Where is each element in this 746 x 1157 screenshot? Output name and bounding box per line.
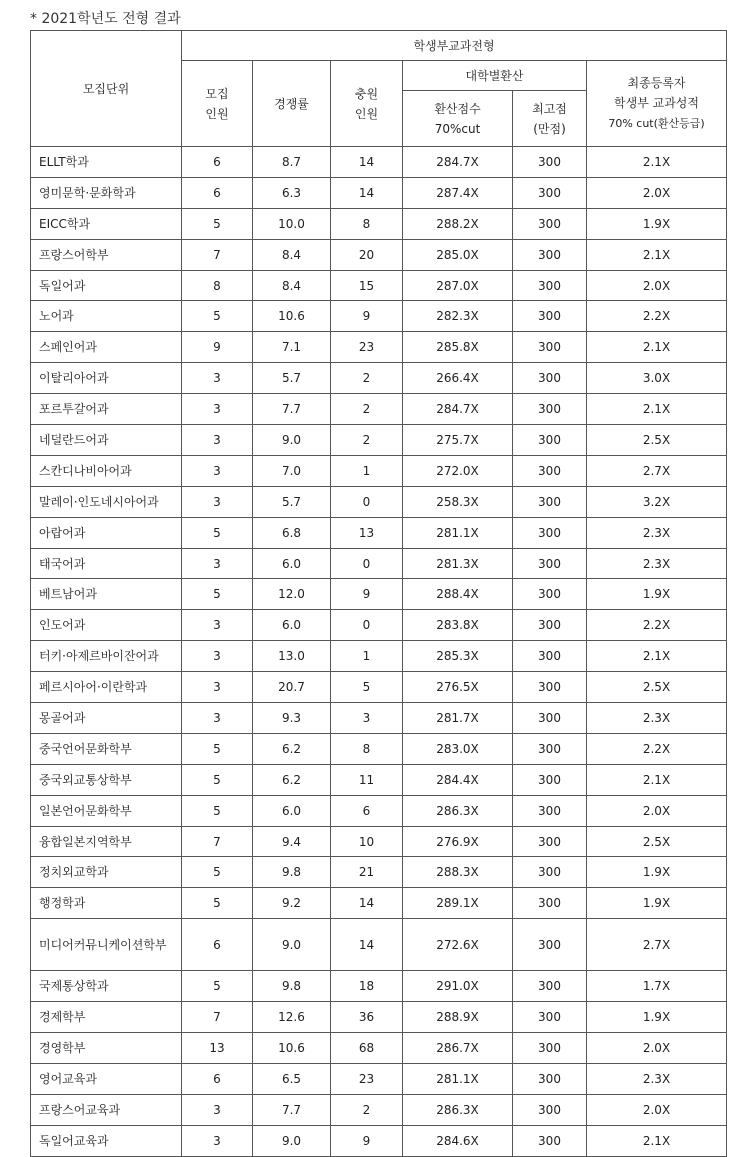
unit-cell: 프랑스어학부	[31, 239, 182, 270]
quota-cell: 5	[182, 764, 253, 795]
quota-cell: 3	[182, 1094, 253, 1125]
grade-cell: 2.5X	[587, 672, 727, 703]
max-cell: 300	[513, 857, 587, 888]
max-cell: 300	[513, 579, 587, 610]
competition-cell: 7.7	[253, 394, 331, 425]
additional-cell: 2	[331, 425, 403, 456]
additional-cell: 21	[331, 857, 403, 888]
table-row	[31, 919, 727, 971]
unit-cell: 터키·아제르바이잔어과	[31, 641, 182, 672]
table-row	[31, 733, 727, 764]
header-additional: 충원 인원	[331, 61, 403, 147]
score-cell: 288.9X	[403, 1002, 513, 1033]
table-row	[31, 177, 727, 208]
score-cell: 284.7X	[403, 147, 513, 178]
grade-cell: 2.3X	[587, 548, 727, 579]
unit-cell: 말레이·인도네시아어과	[31, 486, 182, 517]
unit-cell: 정치외교학과	[31, 857, 182, 888]
grade-cell: 2.3X	[587, 703, 727, 734]
quota-cell: 5	[182, 517, 253, 548]
table-row	[31, 301, 727, 332]
quota-cell: 7	[182, 1002, 253, 1033]
score-cell: 284.4X	[403, 764, 513, 795]
competition-cell: 12.6	[253, 1002, 331, 1033]
quota-cell: 3	[182, 610, 253, 641]
quota-cell: 3	[182, 672, 253, 703]
table-row	[31, 1002, 727, 1033]
competition-cell: 6.0	[253, 610, 331, 641]
max-cell: 300	[513, 301, 587, 332]
score-cell: 272.0X	[403, 455, 513, 486]
grade-cell: 2.7X	[587, 919, 727, 971]
score-cell: 291.0X	[403, 971, 513, 1002]
max-cell: 300	[513, 641, 587, 672]
competition-cell: 20.7	[253, 672, 331, 703]
grade-cell: 2.1X	[587, 641, 727, 672]
quota-cell: 5	[182, 301, 253, 332]
competition-cell: 13.0	[253, 641, 331, 672]
additional-cell: 9	[331, 301, 403, 332]
additional-cell: 1	[331, 455, 403, 486]
additional-cell: 6	[331, 795, 403, 826]
unit-cell: 네덜란드어과	[31, 425, 182, 456]
competition-cell: 12.0	[253, 579, 331, 610]
max-cell: 300	[513, 208, 587, 239]
additional-cell: 9	[331, 1125, 403, 1156]
quota-cell: 7	[182, 826, 253, 857]
max-cell: 300	[513, 672, 587, 703]
table-row	[31, 147, 727, 178]
max-cell: 300	[513, 486, 587, 517]
unit-cell: 이탈리아어과	[31, 363, 182, 394]
competition-cell: 9.0	[253, 919, 331, 971]
additional-cell: 5	[331, 672, 403, 703]
grade-cell: 1.7X	[587, 971, 727, 1002]
competition-cell: 7.7	[253, 1094, 331, 1125]
header-quota: 모집 인원	[182, 61, 253, 147]
table-row	[31, 826, 727, 857]
quota-cell: 5	[182, 208, 253, 239]
max-cell: 300	[513, 239, 587, 270]
max-cell: 300	[513, 610, 587, 641]
quota-cell: 13	[182, 1033, 253, 1064]
unit-cell: 포르투갈어과	[31, 394, 182, 425]
additional-cell: 0	[331, 486, 403, 517]
max-cell: 300	[513, 270, 587, 301]
table-row	[31, 332, 727, 363]
competition-cell: 9.0	[253, 425, 331, 456]
score-cell: 258.3X	[403, 486, 513, 517]
additional-cell: 15	[331, 270, 403, 301]
grade-cell: 1.9X	[587, 208, 727, 239]
grade-cell: 3.0X	[587, 363, 727, 394]
max-cell: 300	[513, 764, 587, 795]
score-cell: 287.4X	[403, 177, 513, 208]
score-cell: 276.9X	[403, 826, 513, 857]
score-cell: 283.8X	[403, 610, 513, 641]
quota-cell: 6	[182, 919, 253, 971]
unit-cell: 융합일본지역학부	[31, 826, 182, 857]
unit-cell: 일본언어문화학부	[31, 795, 182, 826]
competition-cell: 5.7	[253, 363, 331, 394]
grade-cell: 2.7X	[587, 455, 727, 486]
max-cell: 300	[513, 1125, 587, 1156]
table-row	[31, 641, 727, 672]
competition-cell: 6.0	[253, 548, 331, 579]
table-row	[31, 971, 727, 1002]
additional-cell: 0	[331, 610, 403, 641]
table-row	[31, 764, 727, 795]
grade-cell: 2.0X	[587, 270, 727, 301]
max-cell: 300	[513, 517, 587, 548]
max-cell: 300	[513, 703, 587, 734]
table-row	[31, 857, 727, 888]
score-cell: 284.6X	[403, 1125, 513, 1156]
unit-cell: 스칸디나비아어과	[31, 455, 182, 486]
table-row	[31, 1063, 727, 1094]
grade-cell: 2.0X	[587, 1094, 727, 1125]
competition-cell: 6.3	[253, 177, 331, 208]
score-cell: 281.7X	[403, 703, 513, 734]
table-row	[31, 363, 727, 394]
table-row	[31, 517, 727, 548]
competition-cell: 7.1	[253, 332, 331, 363]
quota-cell: 3	[182, 425, 253, 456]
competition-cell: 9.8	[253, 857, 331, 888]
score-cell: 285.8X	[403, 332, 513, 363]
max-cell: 300	[513, 177, 587, 208]
competition-cell: 8.4	[253, 239, 331, 270]
grade-cell: 2.3X	[587, 517, 727, 548]
grade-cell: 1.9X	[587, 579, 727, 610]
grade-cell: 2.0X	[587, 177, 727, 208]
competition-cell: 6.8	[253, 517, 331, 548]
table-row	[31, 208, 727, 239]
unit-cell: 중국언어문화학부	[31, 733, 182, 764]
additional-cell: 8	[331, 733, 403, 764]
additional-cell: 14	[331, 888, 403, 919]
additional-cell: 36	[331, 1002, 403, 1033]
unit-cell: 태국어과	[31, 548, 182, 579]
unit-cell: 프랑스어교육과	[31, 1094, 182, 1125]
admission-results-table	[30, 30, 727, 1157]
unit-cell: 인도어과	[31, 610, 182, 641]
quota-cell: 3	[182, 486, 253, 517]
score-cell: 288.2X	[403, 208, 513, 239]
grade-cell: 2.1X	[587, 332, 727, 363]
unit-cell: 독일어과	[31, 270, 182, 301]
max-cell: 300	[513, 919, 587, 971]
quota-cell: 3	[182, 394, 253, 425]
score-cell: 286.3X	[403, 1094, 513, 1125]
table-row	[31, 486, 727, 517]
quota-cell: 5	[182, 888, 253, 919]
unit-cell: ELLT학과	[31, 147, 182, 178]
competition-cell: 8.7	[253, 147, 331, 178]
max-cell: 300	[513, 1033, 587, 1064]
table-row	[31, 455, 727, 486]
max-cell: 300	[513, 1063, 587, 1094]
competition-cell: 10.6	[253, 1033, 331, 1064]
header-conversion: 대학별환산	[403, 61, 587, 91]
score-cell: 286.3X	[403, 795, 513, 826]
grade-cell: 2.1X	[587, 1125, 727, 1156]
table-row	[31, 703, 727, 734]
additional-cell: 10	[331, 826, 403, 857]
score-cell: 285.0X	[403, 239, 513, 270]
competition-cell: 9.3	[253, 703, 331, 734]
max-cell: 300	[513, 826, 587, 857]
unit-cell: 영어교육과	[31, 1063, 182, 1094]
grade-cell: 2.1X	[587, 394, 727, 425]
quota-cell: 3	[182, 703, 253, 734]
grade-cell: 2.5X	[587, 425, 727, 456]
additional-cell: 23	[331, 332, 403, 363]
table-body	[31, 147, 727, 1157]
quota-cell: 5	[182, 795, 253, 826]
score-cell: 276.5X	[403, 672, 513, 703]
max-cell: 300	[513, 548, 587, 579]
score-cell: 281.3X	[403, 548, 513, 579]
max-cell: 300	[513, 971, 587, 1002]
table-row	[31, 239, 727, 270]
quota-cell: 7	[182, 239, 253, 270]
grade-cell: 1.9X	[587, 888, 727, 919]
competition-cell: 9.0	[253, 1125, 331, 1156]
header-unit: 모집단위	[31, 31, 182, 147]
table-row	[31, 1033, 727, 1064]
score-cell: 272.6X	[403, 919, 513, 971]
grade-cell: 2.1X	[587, 147, 727, 178]
header-competition: 경쟁률	[253, 61, 331, 147]
unit-cell: 베트남어과	[31, 579, 182, 610]
table-row	[31, 425, 727, 456]
competition-cell: 6.5	[253, 1063, 331, 1094]
additional-cell: 13	[331, 517, 403, 548]
additional-cell: 14	[331, 919, 403, 971]
unit-cell: 경제학부	[31, 1002, 182, 1033]
additional-cell: 14	[331, 147, 403, 178]
quota-cell: 3	[182, 455, 253, 486]
max-cell: 300	[513, 888, 587, 919]
competition-cell: 6.2	[253, 764, 331, 795]
competition-cell: 10.6	[253, 301, 331, 332]
additional-cell: 68	[331, 1033, 403, 1064]
grade-cell: 2.2X	[587, 610, 727, 641]
unit-cell: 아랍어과	[31, 517, 182, 548]
additional-cell: 20	[331, 239, 403, 270]
score-cell: 285.3X	[403, 641, 513, 672]
table-row	[31, 888, 727, 919]
quota-cell: 5	[182, 733, 253, 764]
page-title: * 2021학년도 전형 결과	[30, 11, 181, 27]
grade-cell: 2.1X	[587, 764, 727, 795]
additional-cell: 23	[331, 1063, 403, 1094]
max-cell: 300	[513, 332, 587, 363]
table-row	[31, 579, 727, 610]
unit-cell: 경영학부	[31, 1033, 182, 1064]
score-cell: 288.4X	[403, 579, 513, 610]
quota-cell: 5	[182, 971, 253, 1002]
unit-cell: 몽골어과	[31, 703, 182, 734]
score-cell: 282.3X	[403, 301, 513, 332]
grade-cell: 2.2X	[587, 301, 727, 332]
score-cell: 287.0X	[403, 270, 513, 301]
grade-cell: 2.0X	[587, 795, 727, 826]
table-row	[31, 548, 727, 579]
score-cell: 281.1X	[403, 517, 513, 548]
table-row	[31, 1094, 727, 1125]
score-cell: 289.1X	[403, 888, 513, 919]
additional-cell: 8	[331, 208, 403, 239]
additional-cell: 9	[331, 579, 403, 610]
table-row	[31, 795, 727, 826]
quota-cell: 6	[182, 1063, 253, 1094]
grade-cell: 2.0X	[587, 1033, 727, 1064]
unit-cell: 스페인어과	[31, 332, 182, 363]
header-score: 환산점수 70%cut	[403, 91, 513, 147]
unit-cell: 행정학과	[31, 888, 182, 919]
quota-cell: 3	[182, 363, 253, 394]
unit-cell: 영미문학·문화학과	[31, 177, 182, 208]
score-cell: 281.1X	[403, 1063, 513, 1094]
score-cell: 286.7X	[403, 1033, 513, 1064]
additional-cell: 2	[331, 363, 403, 394]
header-group: 학생부교과전형	[182, 31, 727, 61]
competition-cell: 6.0	[253, 795, 331, 826]
additional-cell: 2	[331, 394, 403, 425]
quota-cell: 5	[182, 579, 253, 610]
score-cell: 275.7X	[403, 425, 513, 456]
max-cell: 300	[513, 733, 587, 764]
table-row	[31, 1125, 727, 1156]
grade-cell: 2.2X	[587, 733, 727, 764]
quota-cell: 6	[182, 177, 253, 208]
competition-cell: 9.2	[253, 888, 331, 919]
table-row	[31, 610, 727, 641]
quota-cell: 9	[182, 332, 253, 363]
competition-cell: 10.0	[253, 208, 331, 239]
grade-cell: 1.9X	[587, 1002, 727, 1033]
score-cell: 266.4X	[403, 363, 513, 394]
grade-cell: 1.9X	[587, 857, 727, 888]
grade-cell: 3.2X	[587, 486, 727, 517]
score-cell: 284.7X	[403, 394, 513, 425]
unit-cell: 노어과	[31, 301, 182, 332]
unit-cell: 미디어커뮤니케이션학부	[31, 919, 182, 971]
header-max: 최고점 (만점)	[513, 91, 587, 147]
quota-cell: 5	[182, 857, 253, 888]
additional-cell: 18	[331, 971, 403, 1002]
max-cell: 300	[513, 363, 587, 394]
additional-cell: 0	[331, 548, 403, 579]
unit-cell: EICC학과	[31, 208, 182, 239]
competition-cell: 9.4	[253, 826, 331, 857]
unit-cell: 독일어교육과	[31, 1125, 182, 1156]
max-cell: 300	[513, 394, 587, 425]
competition-cell: 8.4	[253, 270, 331, 301]
table-row	[31, 270, 727, 301]
quota-cell: 3	[182, 548, 253, 579]
max-cell: 300	[513, 795, 587, 826]
max-cell: 300	[513, 1094, 587, 1125]
table-row	[31, 672, 727, 703]
additional-cell: 11	[331, 764, 403, 795]
additional-cell: 1	[331, 641, 403, 672]
unit-cell: 중국외교통상학부	[31, 764, 182, 795]
score-cell: 288.3X	[403, 857, 513, 888]
additional-cell: 14	[331, 177, 403, 208]
header-final: 최종등록자 학생부 교과성적 70% cut(환산등급)	[587, 61, 727, 147]
competition-cell: 9.8	[253, 971, 331, 1002]
competition-cell: 7.0	[253, 455, 331, 486]
competition-cell: 5.7	[253, 486, 331, 517]
grade-cell: 2.5X	[587, 826, 727, 857]
grade-cell: 2.3X	[587, 1063, 727, 1094]
max-cell: 300	[513, 425, 587, 456]
score-cell: 283.0X	[403, 733, 513, 764]
additional-cell: 2	[331, 1094, 403, 1125]
quota-cell: 3	[182, 1125, 253, 1156]
max-cell: 300	[513, 1002, 587, 1033]
unit-cell: 국제통상학과	[31, 971, 182, 1002]
unit-cell: 페르시아어·이란학과	[31, 672, 182, 703]
quota-cell: 3	[182, 641, 253, 672]
quota-cell: 6	[182, 147, 253, 178]
table-row	[31, 394, 727, 425]
max-cell: 300	[513, 147, 587, 178]
quota-cell: 8	[182, 270, 253, 301]
max-cell: 300	[513, 455, 587, 486]
competition-cell: 6.2	[253, 733, 331, 764]
additional-cell: 3	[331, 703, 403, 734]
grade-cell: 2.1X	[587, 239, 727, 270]
